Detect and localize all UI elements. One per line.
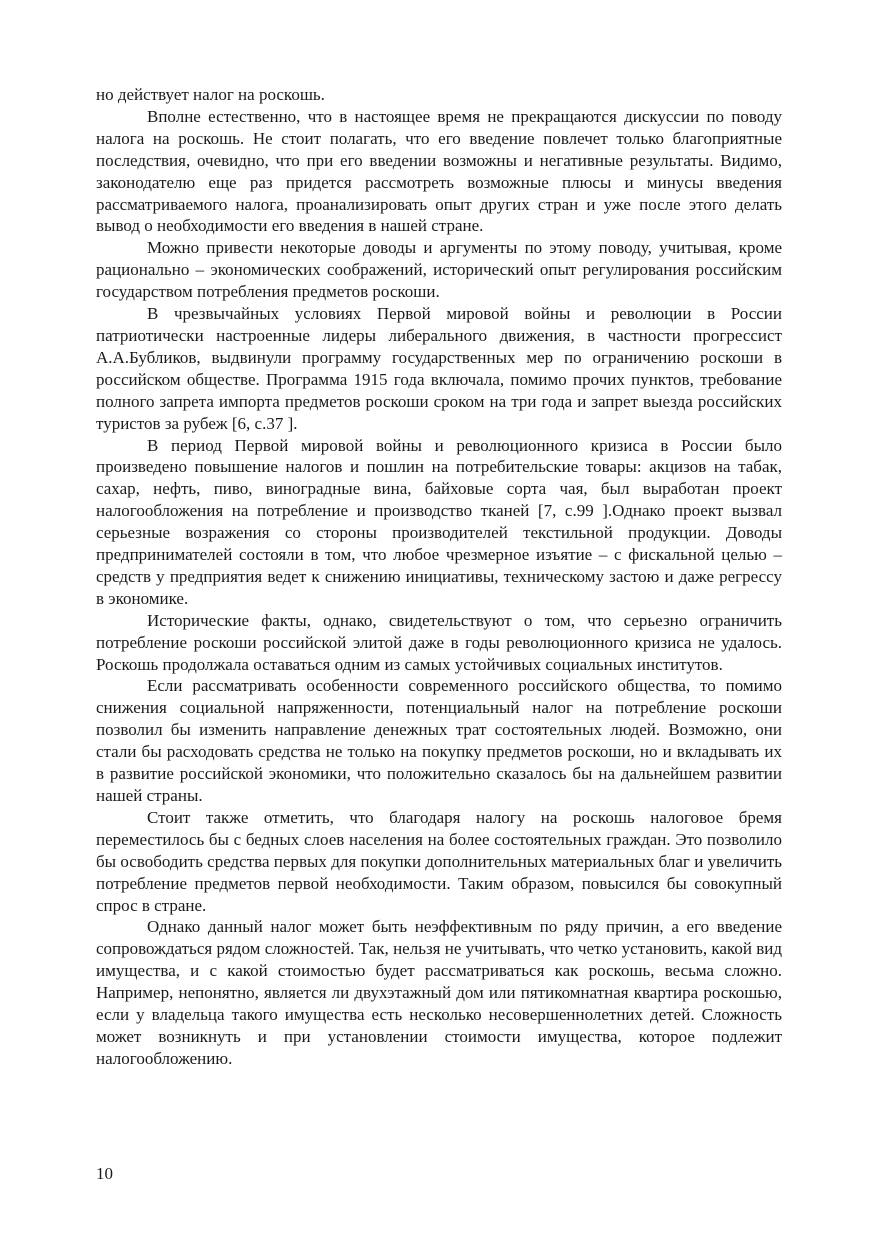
paragraph-9: Однако данный налог может быть неэффективным по ряду причин, а его введение сопровождаться рядом сложностей. Так, нельзя не учитывать, что четко установить, какой вид имущества, и с какой стоимостью будет рассматриваться как роскошь, весьма сложно. Например, непонятно, является ли двухэтажный дом или пятикомнатная квартира роскошью, если у владельца такого имущества есть несколько несовершеннолетних детей. Сложность может возникнуть и при установлении стоимости имущества, которое подлежит налогообложению. <box>96 917 782 1068</box>
paragraph-6: Исторические факты, однако, свидетельствуют о том, что серьезно ограничить потребление роскоши российской элитой даже в годы революционного кризиса не удалось. Роскошь продолжала оставаться одним из самых устойчивых социальных институтов. <box>96 610 782 674</box>
paragraph-3: Можно привести некоторые доводы и аргументы по этому поводу, учитывая, кроме рационально – экономических соображений, исторический опыт регулирования российским государством потребления предметов роскоши. <box>96 238 782 302</box>
paragraph-8: Стоит также отметить, что благодаря налогу на роскошь налоговое бремя переместилось бы с бедных слоев населения на более состоятельных граждан. Это позволило бы освободить средства первых для покупки дополнительных материальных благ и увеличить потребление предметов первой необходимости. Таким образом, повысился бы совокупный спрос в стране. <box>96 807 782 915</box>
paragraph-1: но действует налог на роскошь. <box>96 85 325 104</box>
paragraph-7: Если рассматривать особенности современного российского общества, то помимо снижения социальной напряженности, потенциальный налог на потребление роскоши позволил бы изменить направление денежных трат состоятельных людей. Возможно, они стали бы расходовать средства не только на покупку предметов роскоши, но и вкладывать их в развитие российской экономики, что положительно сказалось бы на дальнейшем развитии нашей страны. <box>96 676 782 805</box>
page-number: 10 <box>96 1164 113 1183</box>
paragraph-2: Вполне естественно, что в настоящее время не прекращаются дискуссии по поводу налога на роскошь. Не стоит полагать, что его введение повлечет только благоприятные последствия, очевидно, что при его введении возможны и негативные результаты. Видимо, законодателю еще раз придется рассмотреть возможные плюсы и минусы введения рассматриваемого налога, проанализировать опыт других стран и уже после этого делать вывод о необходимости его введения в нашей стране. <box>96 106 782 236</box>
paragraph-5: В период Первой мировой войны и революционного кризиса в России было произведено повышение налогов и пошлин на потребительские товары: акцизов на табак, сахар, нефть, пиво, виноградные вина, байховые сорта чая, был выработан проект налогообложения на потребление и производство тканей [7, с.99 ].Однако проект вызвал серьезные возражения со стороны производителей текстильной продукции. Доводы предпринимателей состояли в том, что любое чрезмерное изъятие – с фискальной целью – средств у предприятия ведет к снижению инициативы, техническому застою и даже регрессу в экономике. <box>96 435 782 608</box>
document-page <box>96 84 782 1070</box>
paragraph-4: В чрезвычайных условиях Первой мировой войны и революции в России патриотически настроенные лидеры либерального движения, в частности прогрессист А.А.Бубликов, выдвинули программу государственных мер по ограничению роскоши в российском обществе. Программа 1915 года включала, помимо прочих пунктов, требование полного запрета импорта предметов роскоши сроком на три года и запрет выезда российских туристов за рубеж [6, с.37 ]. <box>96 304 782 433</box>
